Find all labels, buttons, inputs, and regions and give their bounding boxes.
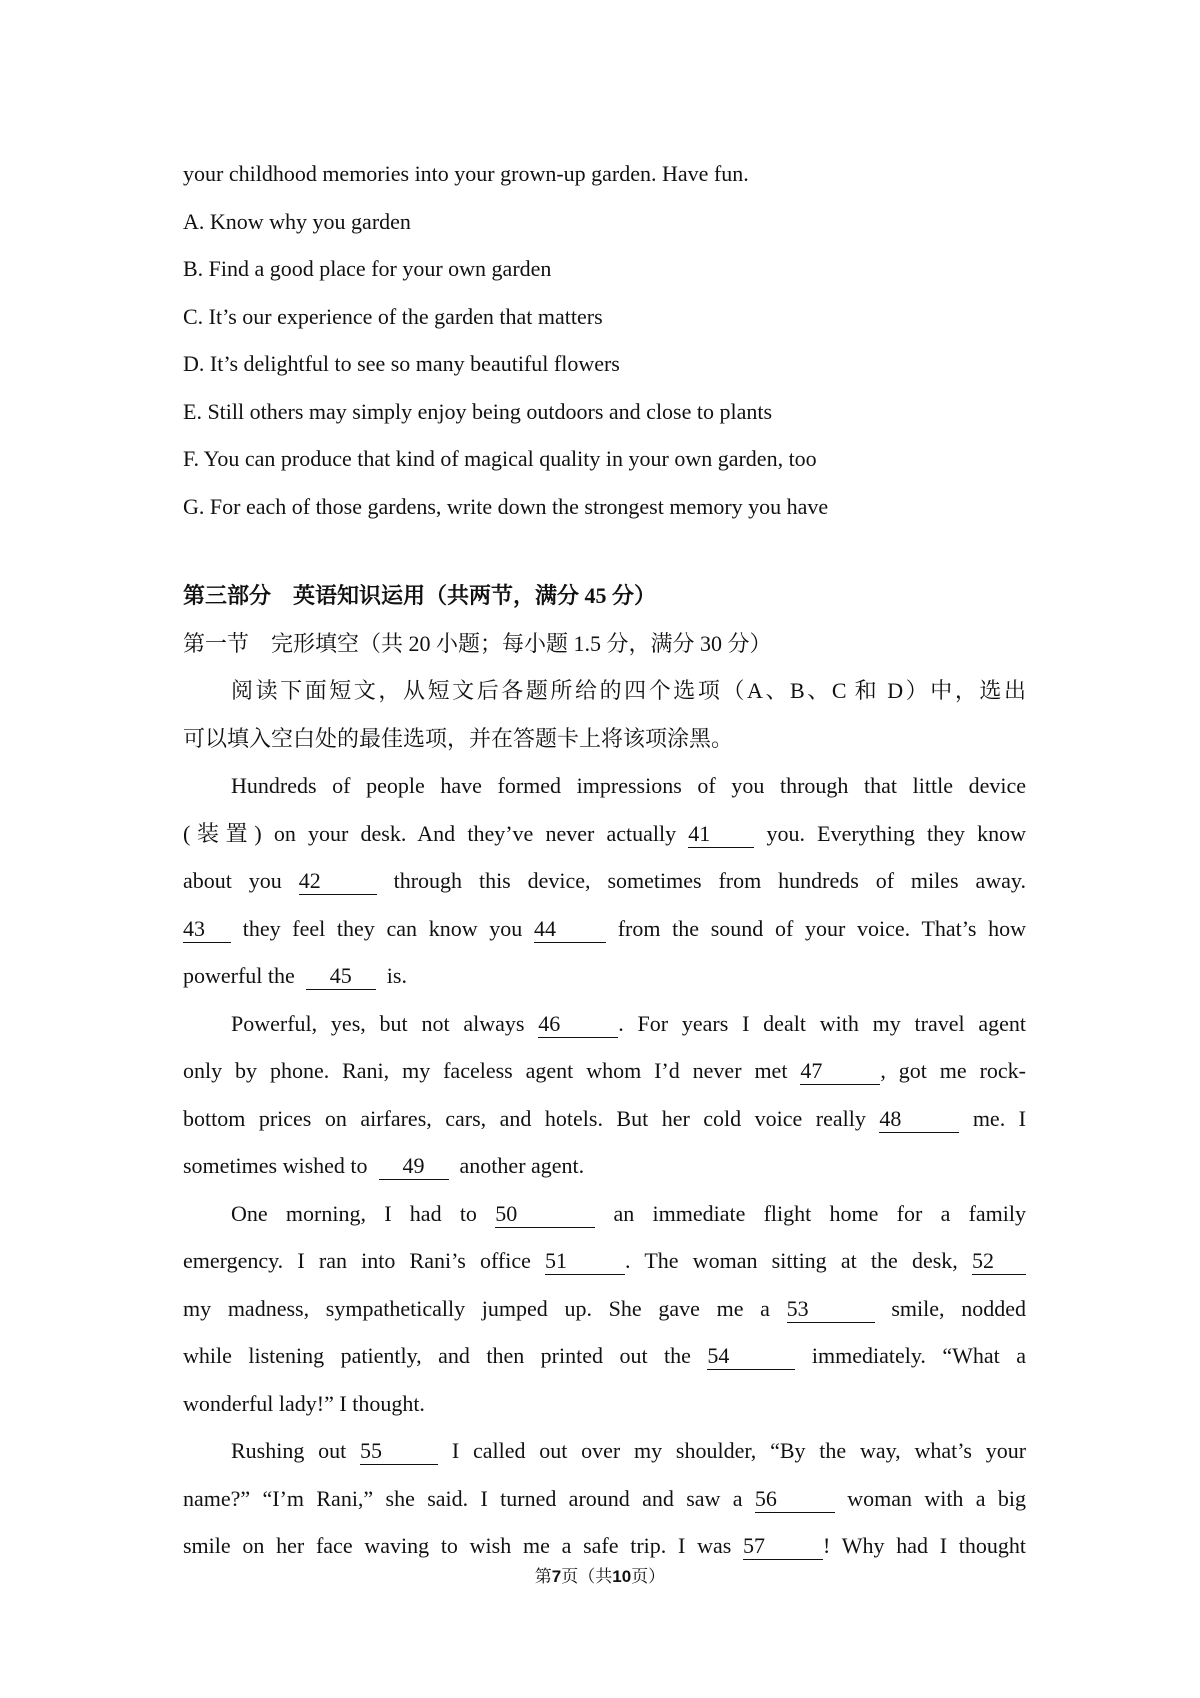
- cloze-line: bottom prices on airfares, cars, and hotels. But her cold voice really 48 me. I: [183, 1105, 1026, 1131]
- cloze-line: while listening patiently, and then printed out the 54 immediately. “What a: [183, 1343, 1026, 1368]
- option-g: G. For each of those gardens, write down the strongest memory you have: [183, 493, 829, 519]
- page-number: 7: [551, 1567, 562, 1586]
- option-b: B. Find a good place for your own garden: [183, 256, 552, 281]
- instruction-line-1: 阅读下面短文，从短文后各题所给的四个选项（A、B、C 和 D）中，选出: [231, 678, 1026, 703]
- cloze-line: sometimes wished to 49 another agent.: [183, 1153, 585, 1178]
- cloze-line: wonderful lady!” I thought.: [183, 1390, 425, 1416]
- blank-47: 47: [800, 1058, 880, 1085]
- option-f: F. You can produce that kind of magical quality in your own garden, too: [183, 446, 817, 471]
- blank-51: 51: [545, 1248, 625, 1275]
- blank-57: 57: [743, 1533, 823, 1560]
- blank-50: 50: [495, 1201, 595, 1228]
- option-c: C. It’s our experience of the garden that matters: [183, 303, 603, 329]
- blank-43: 43: [183, 916, 231, 943]
- cloze-line: smile on her face waving to wish me a safe trip. I was 57 ! Why had I thought: [183, 1533, 1026, 1558]
- section-heading: 第一节 完形填空（共 20 小题；每小题 1.5 分，满分 30 分）: [183, 630, 772, 656]
- blank-44: 44: [534, 916, 606, 943]
- option-a: A. Know why you garden: [183, 208, 411, 234]
- blank-41: 41: [688, 821, 754, 848]
- cloze-line: name?” “I’m Rani,” she said. I turned around and saw a 56 woman with a big: [183, 1485, 1026, 1511]
- cloze-line: Rushing out 55 I called out over my shoulder, “By the way, what’s your: [231, 1438, 1026, 1463]
- blank-53: 53: [787, 1296, 875, 1323]
- blank-56: 56: [755, 1486, 835, 1513]
- cloze-line: only by phone. Rani, my faceless agent whom I’d never met 47 , got me rock-: [183, 1058, 1026, 1083]
- option-d: D. It’s delightful to see so many beautiful flowers: [183, 351, 620, 376]
- blank-42: 42: [299, 868, 377, 895]
- cloze-line: about you 42 through this device, sometimes from hundreds of miles away.: [183, 868, 1026, 893]
- instruction-line-2: 可以填入空白处的最佳选项，并在答题卡上将该项涂黑。: [183, 725, 734, 751]
- spacer: [183, 530, 1026, 572]
- blank-52: 52: [972, 1248, 1026, 1275]
- option-e: E. Still others may simply enjoy being outdoors and close to plants: [183, 398, 773, 424]
- cloze-line: my madness, sympathetically jumped up. She gave me a 53 smile, nodded: [183, 1295, 1026, 1321]
- blank-55: 55: [360, 1438, 438, 1465]
- total-pages: 10: [612, 1567, 632, 1586]
- blank-54: 54: [707, 1343, 795, 1370]
- part-heading: 第三部分 英语知识运用（共两节，满分 45 分）: [183, 583, 657, 608]
- passage-end: your childhood memories into your grown-up garden. Have fun.: [183, 161, 749, 186]
- blank-48: 48: [879, 1106, 959, 1133]
- cloze-line: One morning, I had to 50 an immediate flight home for a family: [231, 1200, 1026, 1226]
- cloze-line: 43 they feel they can know you 44 from the sound of your voice. That’s how: [183, 915, 1026, 941]
- page-content: [183, 150, 1026, 1570]
- blank-46: 46: [538, 1011, 618, 1038]
- blank-49: 49: [379, 1153, 449, 1180]
- page-footer: 第7页（共10页）: [534, 1567, 666, 1586]
- cloze-line: (装置) on your desk. And they’ve never actually 41 you. Everything they know: [183, 820, 1026, 846]
- cloze-line: emergency. I ran into Rani’s office 51 . The woman sitting at the desk, 52: [183, 1237, 1026, 1285]
- cloze-line: Powerful, yes, but not always 46 . For years I dealt with my travel agent: [231, 1010, 1026, 1036]
- blank-45: 45: [306, 963, 376, 990]
- cloze-line: powerful the 45 is.: [183, 963, 407, 988]
- cloze-line: Hundreds of people have formed impressions of you through that little device: [231, 773, 1026, 798]
